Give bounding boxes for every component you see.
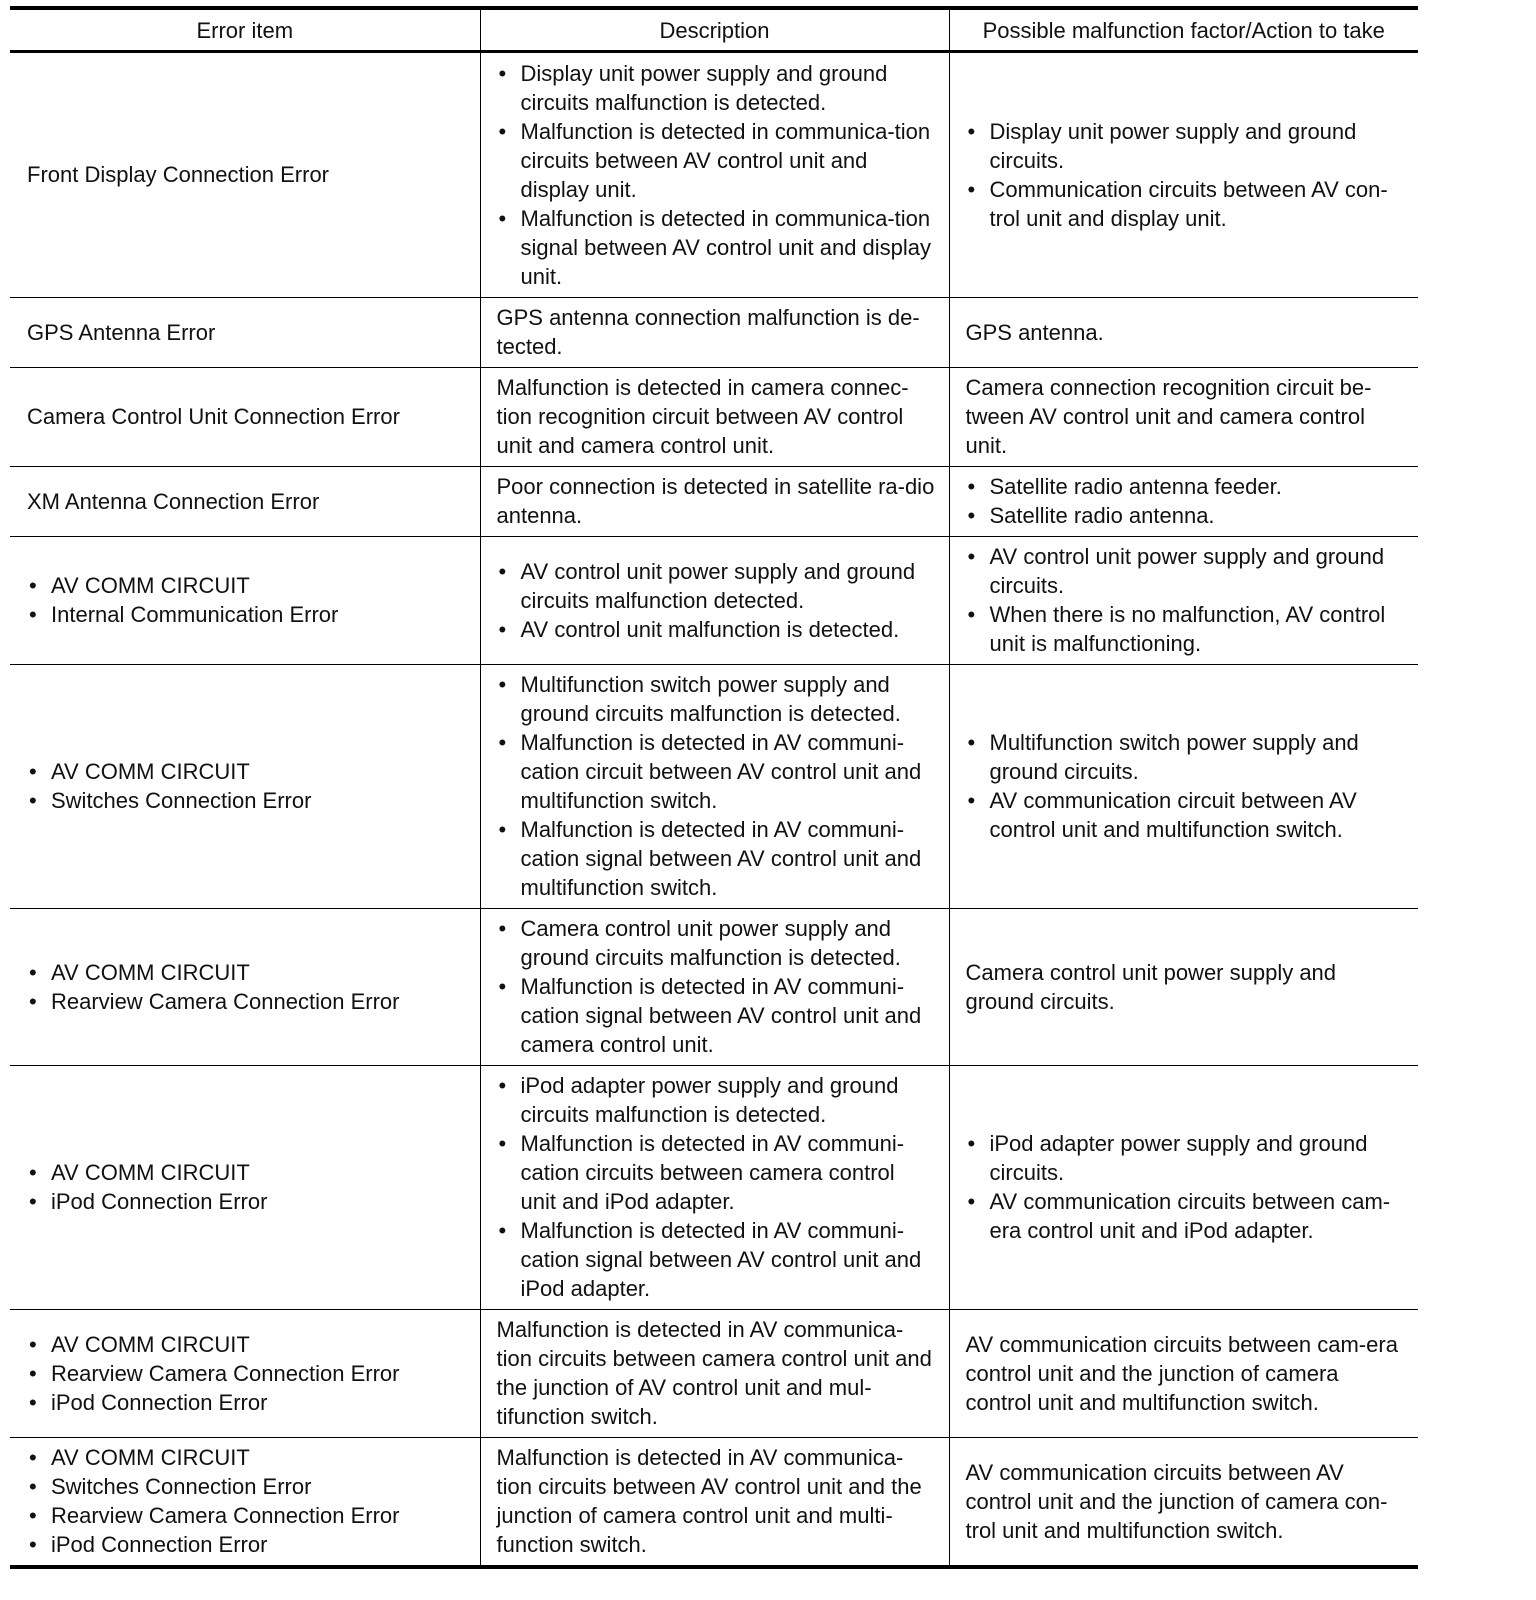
cell-text: Malfunction is detected in camera connec-tion recognition circuit between AV control unit and camera control unit. <box>496 375 909 458</box>
bullet-item: • AV communication circuits between cam-era control unit and iPod adapter. <box>966 1187 1405 1245</box>
bullet-item: • iPod adapter power supply and ground circuits malfunction is detected. <box>497 1071 935 1129</box>
header-row <box>10 8 1418 52</box>
cell-text: GPS Antenna Error <box>27 319 216 345</box>
bullet-item: • Malfunction is detected in AV communi-cation signal between AV control unit and iPod adapter. <box>497 1216 935 1303</box>
error-item-cell <box>10 52 480 298</box>
bullet-list <box>966 542 1405 658</box>
description-cell <box>480 1438 949 1568</box>
table-body <box>10 52 1418 1568</box>
cell-text: Camera connection recognition circuit be-tween AV control unit and camera control unit. <box>965 375 1372 458</box>
table-row <box>10 52 1418 298</box>
bullet-list <box>966 117 1405 233</box>
table-row <box>10 298 1418 368</box>
table-row <box>10 1066 1418 1310</box>
error-item-cell <box>10 537 480 665</box>
error-item-cell <box>10 909 480 1066</box>
bullet-list <box>27 958 466 1016</box>
bullet-item: • Rearview Camera Connection Error <box>27 1359 466 1388</box>
bullet-item: • AV COMM CIRCUIT <box>27 1158 466 1187</box>
bullet-item: • Communication circuits between AV con-trol unit and display unit. <box>966 175 1405 233</box>
error-item-cell <box>10 368 480 467</box>
bullet-item: • AV control unit malfunction is detected. <box>497 615 935 644</box>
table-row <box>10 1438 1418 1568</box>
action-cell <box>949 537 1418 665</box>
bullet-item: • Display unit power supply and ground circuits malfunction is detected. <box>497 59 935 117</box>
description-cell <box>480 52 949 298</box>
bullet-item: • Malfunction is detected in AV communi-cation circuits between camera control unit and iPod adapter. <box>497 1129 935 1216</box>
action-cell <box>949 368 1418 467</box>
bullet-item: • Satellite radio antenna feeder. <box>966 472 1405 501</box>
bullet-item: • Camera control unit power supply and ground circuits malfunction is detected. <box>497 914 935 972</box>
error-item-table <box>10 6 1418 1569</box>
bullet-item: • Rearview Camera Connection Error <box>27 1501 466 1530</box>
table-row <box>10 1310 1418 1438</box>
error-item-cell <box>10 1438 480 1568</box>
action-cell <box>949 467 1418 537</box>
bullet-item: • AV communication circuit between AV control unit and multifunction switch. <box>966 786 1405 844</box>
bullet-item: • Malfunction is detected in communica-tion signal between AV control unit and display unit. <box>497 204 935 291</box>
bullet-item: • Malfunction is detected in AV communi-cation circuit between AV control unit and multifunction switch. <box>497 728 935 815</box>
table-row <box>10 665 1418 909</box>
table-row <box>10 467 1418 537</box>
description-cell <box>480 909 949 1066</box>
bullet-item: • AV COMM CIRCUIT <box>27 1443 466 1472</box>
table-row <box>10 537 1418 665</box>
action-cell <box>949 1438 1418 1568</box>
bullet-list <box>966 472 1405 530</box>
error-item-cell <box>10 1066 480 1310</box>
bullet-list <box>497 670 935 902</box>
action-cell <box>949 665 1418 909</box>
bullet-list <box>497 1071 935 1303</box>
cell-text: Malfunction is detected in AV communica-tion circuits between camera control unit and the junction of AV control unit and mul-tifunction switch. <box>496 1317 932 1429</box>
bullet-item: • Switches Connection Error <box>27 786 466 815</box>
bullet-item: • Internal Communication Error <box>27 600 466 629</box>
cell-text: XM Antenna Connection Error <box>27 488 320 514</box>
bullet-item: • Display unit power supply and ground circuits. <box>966 117 1405 175</box>
bullet-item: • Switches Connection Error <box>27 1472 466 1501</box>
description-cell <box>480 467 949 537</box>
cell-text: Camera control unit power supply and ground circuits. <box>965 959 1337 1014</box>
cell-text: Front Display Connection Error <box>27 162 330 187</box>
bullet-list <box>27 571 466 629</box>
bullet-item: • Malfunction is detected in AV communi-cation signal between AV control unit and multifunction switch. <box>497 815 935 902</box>
header-error-item: Error item <box>10 8 480 52</box>
bullet-list <box>27 1443 466 1559</box>
description-cell <box>480 665 949 909</box>
cell-text: AV communication circuits between cam-era control unit and the junction of camera control unit and multifunction switch. <box>965 1331 1398 1415</box>
bullet-item: • Rearview Camera Connection Error <box>27 987 466 1016</box>
bullet-item: • AV control unit power supply and ground circuits. <box>966 542 1405 600</box>
description-cell <box>480 1310 949 1438</box>
bullet-item: • AV COMM CIRCUIT <box>27 757 466 786</box>
action-cell <box>949 1066 1418 1310</box>
action-cell <box>949 1310 1418 1438</box>
action-cell <box>949 909 1418 1066</box>
bullet-list <box>27 1330 466 1417</box>
cell-text: Poor connection is detected in satellite ra-dio antenna. <box>496 474 935 528</box>
cell-text: Malfunction is detected in AV communica-tion circuits between AV control unit and the junction of camera control unit and multi-function switch. <box>496 1445 922 1557</box>
bullet-item: • AV COMM CIRCUIT <box>27 571 466 600</box>
bullet-item: • AV COMM CIRCUIT <box>27 1330 466 1359</box>
bullet-list <box>497 914 935 1059</box>
action-cell <box>949 52 1418 298</box>
description-cell <box>480 368 949 467</box>
table-row <box>10 909 1418 1066</box>
bullet-list <box>497 59 935 291</box>
error-item-cell <box>10 467 480 537</box>
bullet-item: • When there is no malfunction, AV control unit is malfunctioning. <box>966 600 1405 658</box>
error-item-cell <box>10 665 480 909</box>
bullet-list <box>497 557 935 644</box>
bullet-item: • iPod Connection Error <box>27 1388 466 1417</box>
bullet-list <box>966 1129 1405 1245</box>
bullet-item: • Malfunction is detected in communica-tion circuits between AV control unit and display unit. <box>497 117 935 204</box>
bullet-list <box>27 1158 466 1216</box>
bullet-list <box>27 757 466 815</box>
description-cell <box>480 298 949 368</box>
table-row <box>10 368 1418 467</box>
cell-text: AV communication circuits between AV control unit and the junction of camera con-trol unit and multifunction switch. <box>965 1459 1388 1543</box>
cell-text: Camera Control Unit Connection Error <box>27 404 400 429</box>
error-item-cell <box>10 298 480 368</box>
bullet-item: • iPod Connection Error <box>27 1187 466 1216</box>
cell-text: GPS antenna connection malfunction is de-tected. <box>496 305 920 359</box>
header-description: Description <box>480 8 949 52</box>
bullet-item: • AV control unit power supply and ground circuits malfunction detected. <box>497 557 935 615</box>
action-cell <box>949 298 1418 368</box>
bullet-item: • iPod Connection Error <box>27 1530 466 1559</box>
table-header <box>10 8 1418 52</box>
error-item-cell <box>10 1310 480 1438</box>
bullet-item: • Multifunction switch power supply and ground circuits. <box>966 728 1405 786</box>
bullet-item: • iPod adapter power supply and ground circuits. <box>966 1129 1405 1187</box>
bullet-item: • Satellite radio antenna. <box>966 501 1405 530</box>
bullet-item: • AV COMM CIRCUIT <box>27 958 466 987</box>
bullet-item: • Malfunction is detected in AV communi-cation signal between AV control unit and camera control unit. <box>497 972 935 1059</box>
cell-text: GPS antenna. <box>965 319 1104 345</box>
bullet-item: • Multifunction switch power supply and ground circuits malfunction is detected. <box>497 670 935 728</box>
bullet-list <box>966 728 1405 844</box>
description-cell <box>480 537 949 665</box>
header-action: Possible malfunction factor/Action to take <box>949 8 1418 52</box>
description-cell <box>480 1066 949 1310</box>
